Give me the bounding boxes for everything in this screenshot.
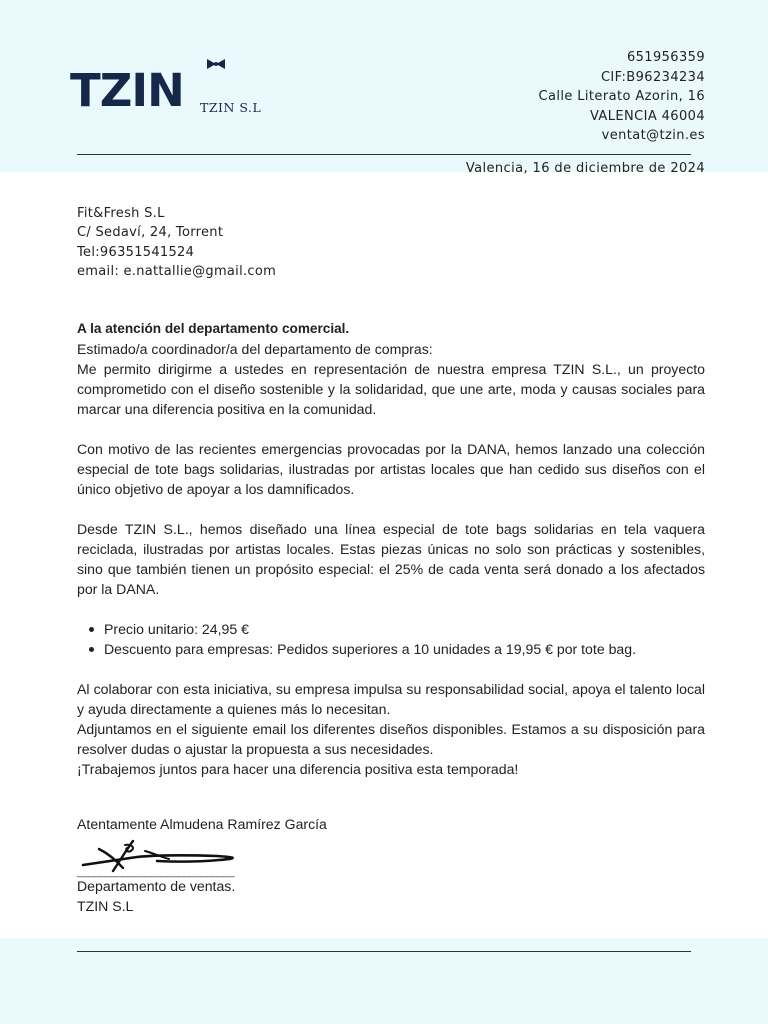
recipient-phone: Tel:96351541524 [77,244,195,260]
sender-phone: 651956359 [626,50,705,65]
paragraph-call-to-action: ¡Trabajemos juntos para hacer una diferencia positiva esta temporada! [77,761,519,777]
recipient-block [77,204,276,281]
sender-address: Calle Literato Azorin, 16 [538,89,705,105]
signature-line: ____________________________ [77,866,235,878]
paragraph-benefits: Al colaborar con esta iniciativa, su empresa impulsa su responsabilidad social, apoya el talento local y ayuda directamente a quienes más lo necesitan. [77,681,705,717]
recipient-company: Fit&Fresh S.L [77,206,165,221]
paragraph-product: Desde TZIN S.L., hemos diseñado una línea especial de tote bags solidarias en tela vaquera reciclada, ilustradas por artistas locales. Estas piezas únicas no solo son prácticas y sostenibles, sino que también tienen un propósito especial: el 25% de cada venta será donado a los afectados por la DANA. [77,521,705,597]
recipient-address: C/ Sedaví, 24, Torrent [77,225,224,241]
sender-email: ventat@tzin.es [601,128,705,144]
attention-line: A la atención del departamento comercial. [77,321,350,336]
letter-date: Valencia, 16 de diciembre de 2024 [465,161,705,176]
paragraph-intro: Me permito dirigirme a ustedes en representación de nuestra empresa TZIN S.L., un proyecto comprometido con el diseño sostenible y la solidaridad, que une arte, moda y causas sociales para marcar una diferencia positiva en la comunidad. [77,361,705,417]
list-item: Precio unitario: 24,95 € [77,619,705,639]
logo-subtitle: TZIN S.L [200,100,262,115]
paragraph-dana: Con motivo de las recientes emergencias provocadas por la DANA, hemos lanzado una colección especial de tote bags solidarias, ilustradas por artistas locales que han cedido sus diseños con el único objetivo de apoyar a los damnificados. [77,441,705,497]
list-item: Descuento para empresas: Pedidos superiores a 10 unidades a 19,95 € por tote bag. [77,639,705,659]
sender-city: VALENCIA 46004 [589,108,705,124]
sign-off: Atentamente Almudena Ramírez García [77,816,327,832]
header-divider [77,154,691,155]
department-name: Departamento de ventas. [77,878,236,894]
bow-icon [205,58,227,70]
logo-wordmark: TZIN [70,64,184,117]
department-block [77,876,235,916]
footer-divider [77,951,691,952]
greeting: Estimado/a coordinador/a del departamento de compras: [77,341,433,357]
paragraph-attachments: Adjuntamos en el siguiente email los diferentes diseños disponibles. Estamos a su disposición para resolver dudas o ajustar la propuesta a sus necesidades. [77,721,705,757]
company-name: TZIN S.L [77,898,134,914]
company-logo [70,58,270,118]
sender-block [538,48,705,146]
pricing-list [77,619,705,659]
recipient-email: email: e.nattallie@gmail.com [77,263,277,279]
letter-body [77,319,705,779]
sender-cif: CIF:B96234234 [600,69,705,85]
